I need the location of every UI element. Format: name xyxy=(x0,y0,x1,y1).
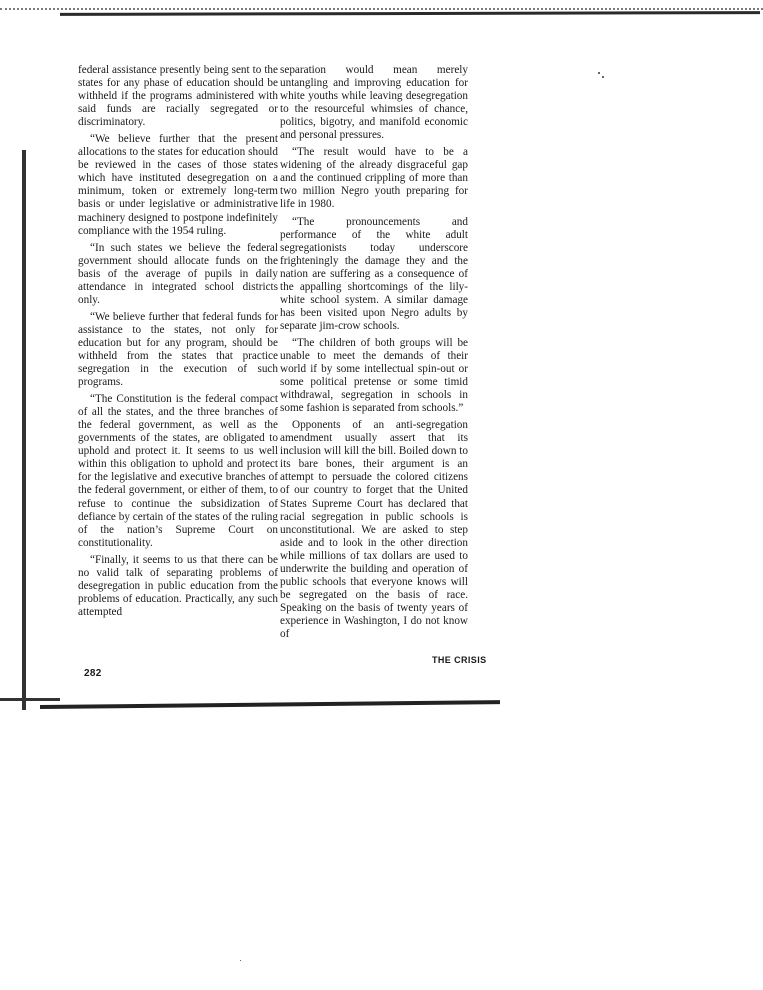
paragraph: Opponents of an anti-segregation amendment usually assert that its inclusion will kill the bill. Boiled down to its bare bones, their argument is an attempt to persuade the colored citizens of our country to forget that the United States Supreme Court has declared that racial segregation in public schools is unconstitutional. We are asked to step aside and to look in the other direction while millions of tax dollars are used to underwrite the building and operation of public schools that everyone knows will be segregated on the basis of race. Speaking on the basis of twenty years of experience in Washington, I do not know of xyxy=(280,419,468,640)
paragraph: “The result would have to be a widening of the already disgraceful gap and the continued crippling of more than two million Negro youth preparing for life in 1980. xyxy=(280,146,468,211)
paragraph: “The Constitution is the federal compact of all the states, and the three branches of the federal government, as well as the governments of the states, are obligated to uphold and protect it. It seems to us well within this obligation to uphold and protect for the legislative and executive branches of the federal government, or either of them, to refuse to continue the subsidization of defiance by certain of the states of the ruling of the nation’s Supreme Court on constitutionality. xyxy=(78,393,278,549)
scan-bottom-left-mark xyxy=(0,698,60,701)
left-text-column xyxy=(78,64,278,623)
paragraph: “We believe further that federal funds for assistance to the states, not only for education but for any program, should be withheld from the states that practice segregation in the execution of such programs. xyxy=(78,310,278,389)
publication-title: THE CRISIS xyxy=(432,655,487,665)
scan-bottom-shadow xyxy=(40,700,500,709)
paragraph: separation would mean merely untangling and improving education for white youths while leaving desegregation to the resourceful whimsies of chance, politics, bigotry, and manifold economic and personal pressures. xyxy=(280,64,468,142)
paragraph: “Finally, it seems to us that there can be no valid talk of separating problems of desegregation in public education from the problems of education. Practically, any such attempted xyxy=(78,553,278,618)
paragraph: “The children of both groups will be unable to meet the demands of their world if by some intellectual spin-out or some political pretense or some timid withdrawal, segregation in schools in some fashion is separated from schools.” xyxy=(280,336,468,415)
scan-top-shadow xyxy=(60,11,760,16)
scan-speck xyxy=(240,960,241,961)
paragraph: “The pronouncements and performance of the white adult segregationists today underscore frighteningly the damage they and the nation are suffering as a consequence of the appalling shortcomings of the lily-white school system. A similar damage has been visited upon Negro adults by separate jim-crow schools. xyxy=(280,215,468,332)
scan-speck xyxy=(602,76,604,78)
paragraph: federal assistance presently being sent to the states for any phase of education should be withheld if the programs administered with said funds are racially segregated or discriminatory. xyxy=(78,64,278,129)
scan-speck xyxy=(598,72,600,74)
paragraph: “In such states we believe the federal government should allocate funds on the basis of the average of pupils in daily attendance in integrated school districts only. xyxy=(78,241,278,306)
right-text-column xyxy=(280,64,468,645)
scan-top-edge xyxy=(0,0,763,10)
page-number: 282 xyxy=(84,668,102,679)
scan-left-shadow xyxy=(22,150,26,710)
paragraph: “We believe further that the present allocations to the states for education should be reviewed in the cases of those states which have instituted desegregation on a minimum, token or extremely long-term basis or under legislative or administrative machinery designed to postpone indefinitely compliance with the 1954 ruling. xyxy=(78,133,278,237)
